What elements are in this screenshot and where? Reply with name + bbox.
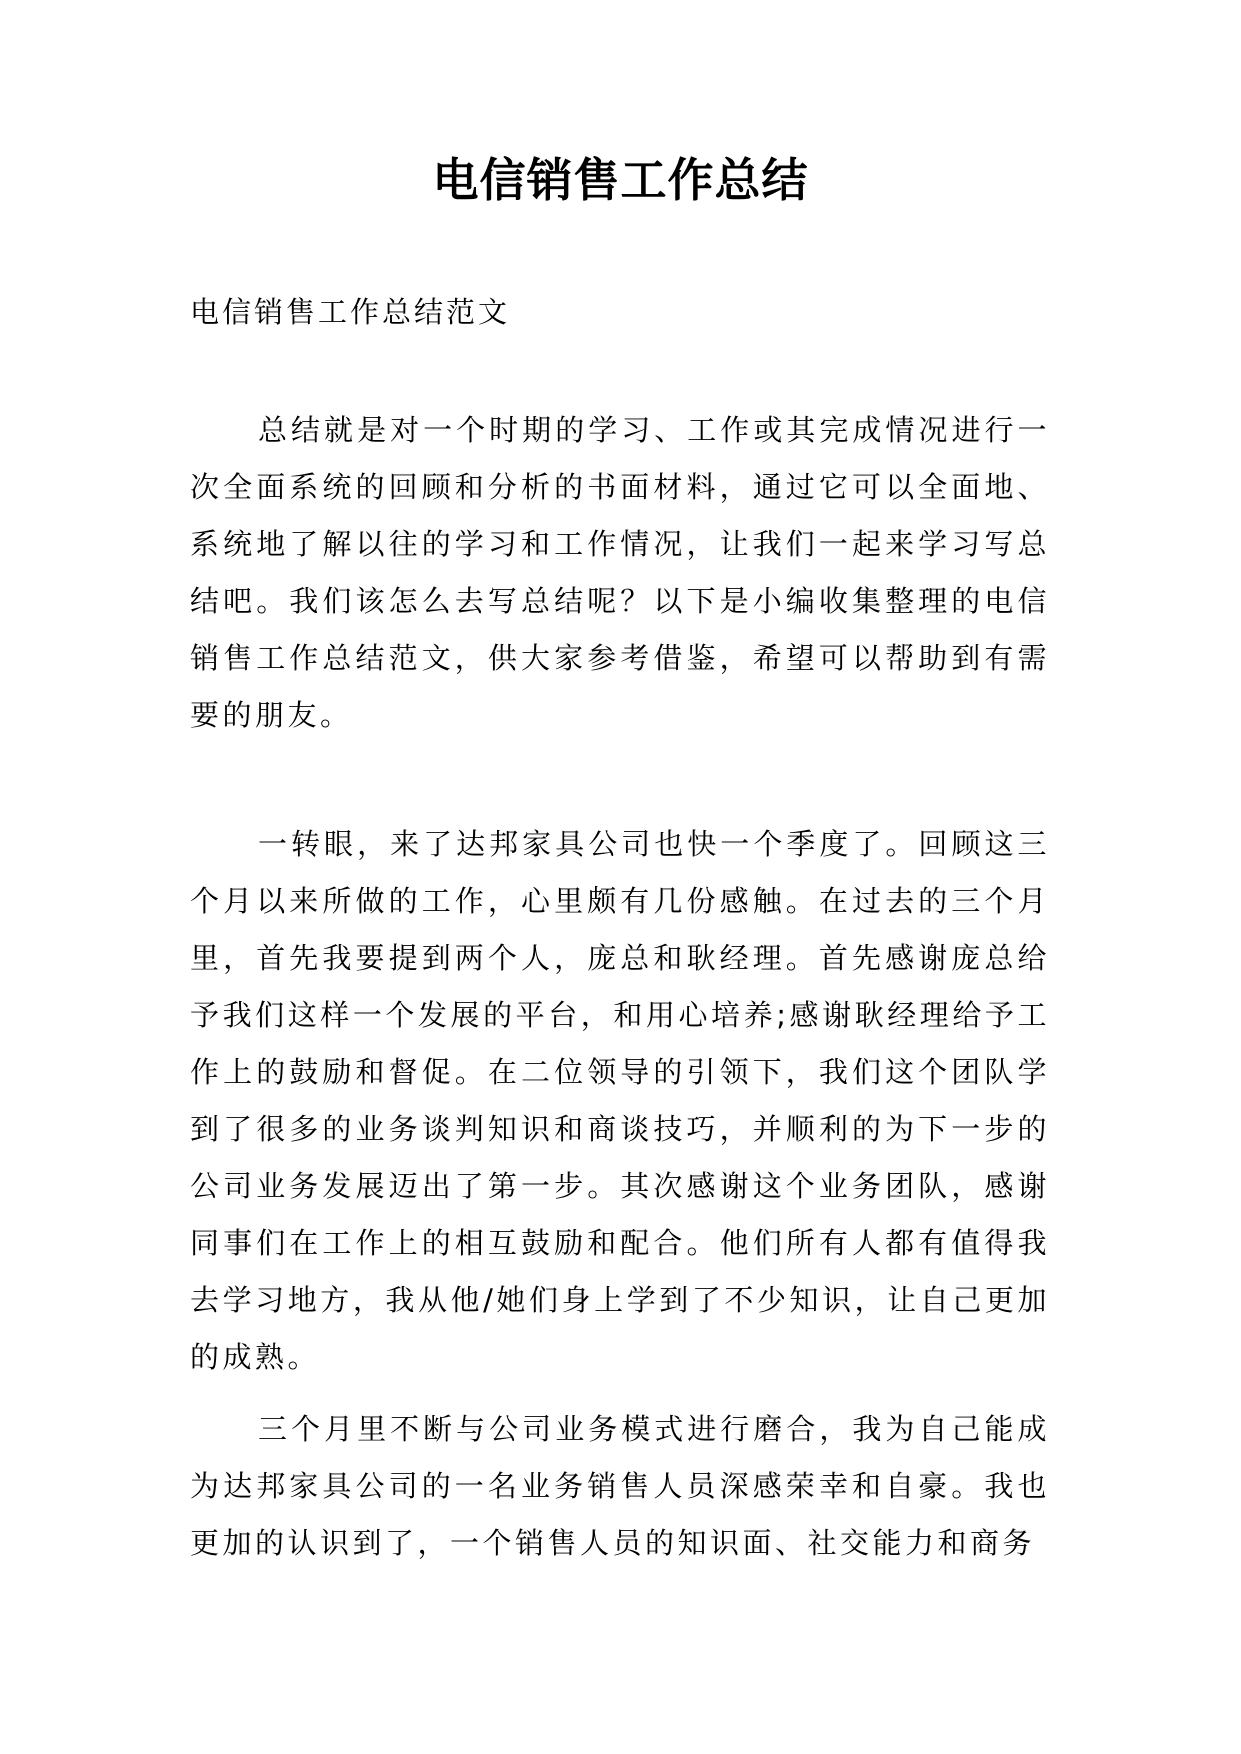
paragraph-intro: 总结就是对一个时期的学习、工作或其完成情况进行一次全面系统的回顾和分析的书面材料，通过它可以全面地、系统地了解以往的学习和工作情况，让我们一起来学习写总结吧。我们该怎么去写总结呢？以下是小编收集整理的电信销售工作总结范文，供大家参考借鉴，希望可以帮助到有需要的朋友。 [190,413,1050,732]
paragraph-reflection: 三个月里不断与公司业务模式进行磨合，我为自己能成为达邦家具公司的一名业务销售人员深感荣幸和自豪。我也更加的认识到了，一个销售人员的知识面、社交能力和商务 [190,1412,1050,1560]
document-title: 电信销售工作总结 [432,153,809,207]
document-subtitle: 电信销售工作总结范文 [190,295,511,329]
paragraph-review: 一转眼，来了达邦家具公司也快一个季度了。回顾这三个月以来所做的工作，心里颇有几份感触。在过去的三个月里，首先我要提到两个人，庞总和耿经理。首先感谢庞总给予我们这样一个发展的平台，和用心培养;感谢耿经理给予工作上的鼓励和督促。在二位领导的引领下，我们这个团队学到了很多的业务谈判知识和商谈技巧，并顺利的为下一步的公司业务发展迈出了第一步。其次感谢这个业务团队，感谢同事们在工作上的相互鼓励和配合。他们所有人都有值得我去学习地方，我从他/她们身上学到了不少知识，让自己更加的成熟。 [190,827,1050,1374]
